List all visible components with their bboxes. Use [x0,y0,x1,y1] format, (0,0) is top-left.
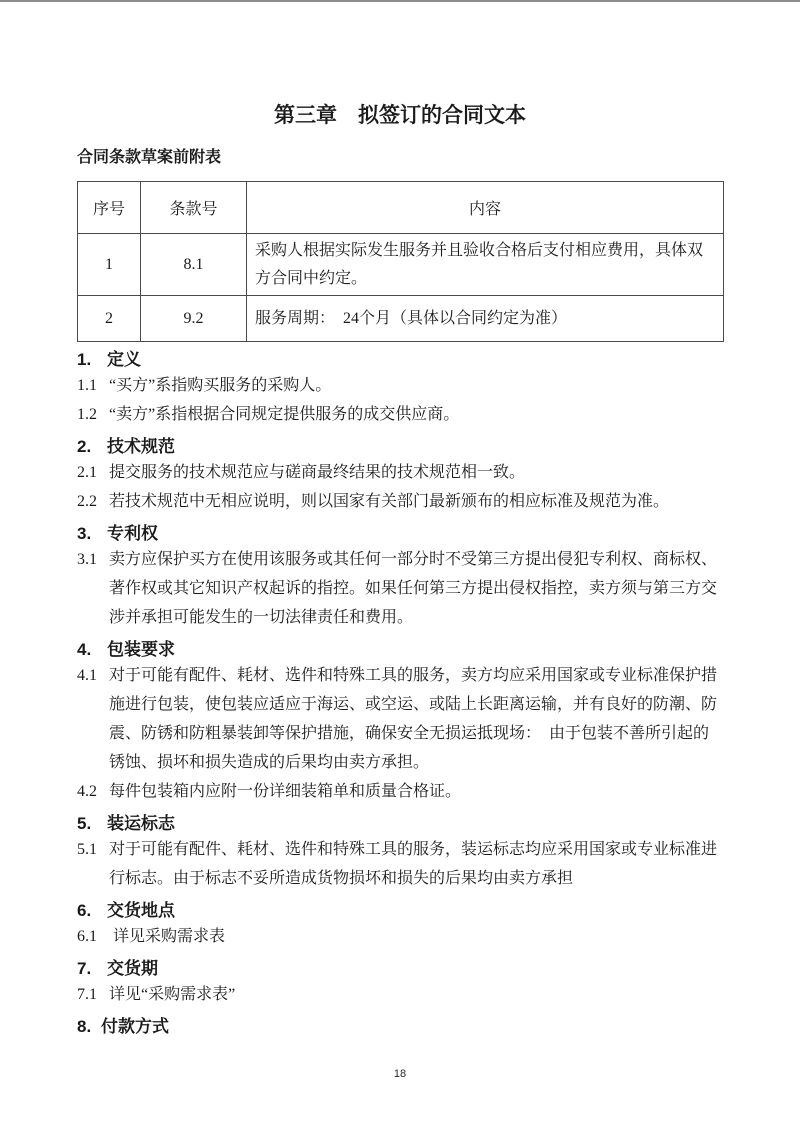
clause-item [77,371,723,400]
clause-number: 6.1 [77,928,97,945]
section-heading-payment-method [77,1016,723,1038]
section-heading-patent-rights [77,523,723,545]
section-title: 交货地点 [107,901,175,920]
table-row [78,296,724,342]
page-content [0,2,800,1038]
page-number: 18 [393,1068,407,1080]
clause-number: 4.2 [77,783,97,800]
section-number: 2. [77,437,92,456]
section-title: 交货期 [107,959,158,978]
table-cell-clause: 9.2 [141,296,247,342]
section-number: 1. [77,350,92,369]
table-cell-content: 服务周期： 24个月（具体以合同约定为准） [247,296,724,342]
clause-text: “买方”系指购买服务的采购人。 [109,377,332,394]
clause-number: 7.1 [77,986,97,1003]
table-caption: 合同条款草案前附表 [77,149,222,166]
section-title: 付款方式 [101,1017,169,1036]
clause-text: 对于可能有配件、耗材、选件和特殊工具的服务，装运标志均应采用国家或专业标准进行标志。由于标志不妥所造成货物损坏和损失的后果均由卖方承担 [109,841,718,887]
chapter-title: 第三章 拟签订的合同文本 [274,104,526,127]
clause-text: 详见采购需求表 [109,928,226,945]
table-header-clause: 条款号 [141,182,247,234]
clause-text: 每件包装箱内应附一份详细装箱单和质量合格证。 [109,783,462,800]
section-number: 5. [77,814,92,833]
section-heading-packaging [77,639,723,661]
section-number: 3. [77,524,92,543]
clause-item [77,777,723,806]
section-heading-delivery-place [77,900,723,922]
section-heading-definitions [77,349,723,371]
table-header-content: 内容 [247,182,724,234]
clause-item [77,458,723,487]
section-heading-tech-specs [77,436,723,458]
clause-item [77,835,723,893]
clause-text: 提交服务的技术规范应与磋商最终结果的技术规范相一致。 [109,464,526,481]
clause-number: 3.1 [77,551,97,568]
clause-text: “卖方”系指根据合同规定提供服务的成交供应商。 [109,406,460,423]
clause-text: 卖方应保护买方在使用该服务或其任何一部分时不受第三方提出侵犯专利权、商标权、著作权或其它知识产权起诉的指控。如果任何第三方提出侵权指控，卖方须与第三方交涉并承担可能发生的一切法律责任和费用。 [109,551,718,626]
clause-item [77,922,723,951]
clause-text: 详见“采购需求表” [109,986,236,1003]
clause-number: 2.2 [77,493,97,510]
clause-item [77,980,723,1009]
section-title: 技术规范 [107,437,175,456]
section-heading-delivery-time [77,958,723,980]
clause-item [77,661,723,777]
section-number: 6. [77,901,92,920]
table-header-row [78,182,724,234]
section-title: 专利权 [107,524,158,543]
section-heading-shipping-marks [77,813,723,835]
clause-item [77,545,723,632]
table-row [78,234,724,296]
clause-number: 1.2 [77,406,97,423]
clause-text: 若技术规范中无相应说明，则以国家有关部门最新颁布的相应标准及规范为准。 [109,493,670,510]
table-header-no: 序号 [78,182,141,234]
clause-item [77,400,723,429]
table-cell-clause: 8.1 [141,234,247,296]
table-cell-no: 2 [78,296,141,342]
section-title: 包装要求 [107,640,175,659]
clause-item [77,487,723,516]
clause-text: 对于可能有配件、耗材、选件和特殊工具的服务，卖方均应采用国家或专业标准保护措施进行包装，使包装应适应于海运、或空运、或陆上长距离运输，并有良好的防潮、防震、防锈和防粗暴装卸等保护措施，确保安全无损运抵现场： 由于包装不善所引起的锈蚀、损坏和损失造成的后果均由卖方承担。 [109,667,718,771]
clause-number: 4.1 [77,667,97,684]
clause-number: 5.1 [77,841,97,858]
clause-number: 2.1 [77,464,97,481]
section-number: 8. [77,1017,92,1036]
table-cell-no: 1 [78,234,141,296]
clause-number: 1.1 [77,377,97,394]
section-title: 装运标志 [107,814,175,833]
section-number: 4. [77,640,92,659]
section-title: 定义 [107,350,141,369]
section-number: 7. [77,959,92,978]
contract-annex-table [77,181,724,342]
table-cell-content: 采购人根据实际发生服务并且验收合格后支付相应费用，具体双方合同中约定。 [247,234,724,296]
